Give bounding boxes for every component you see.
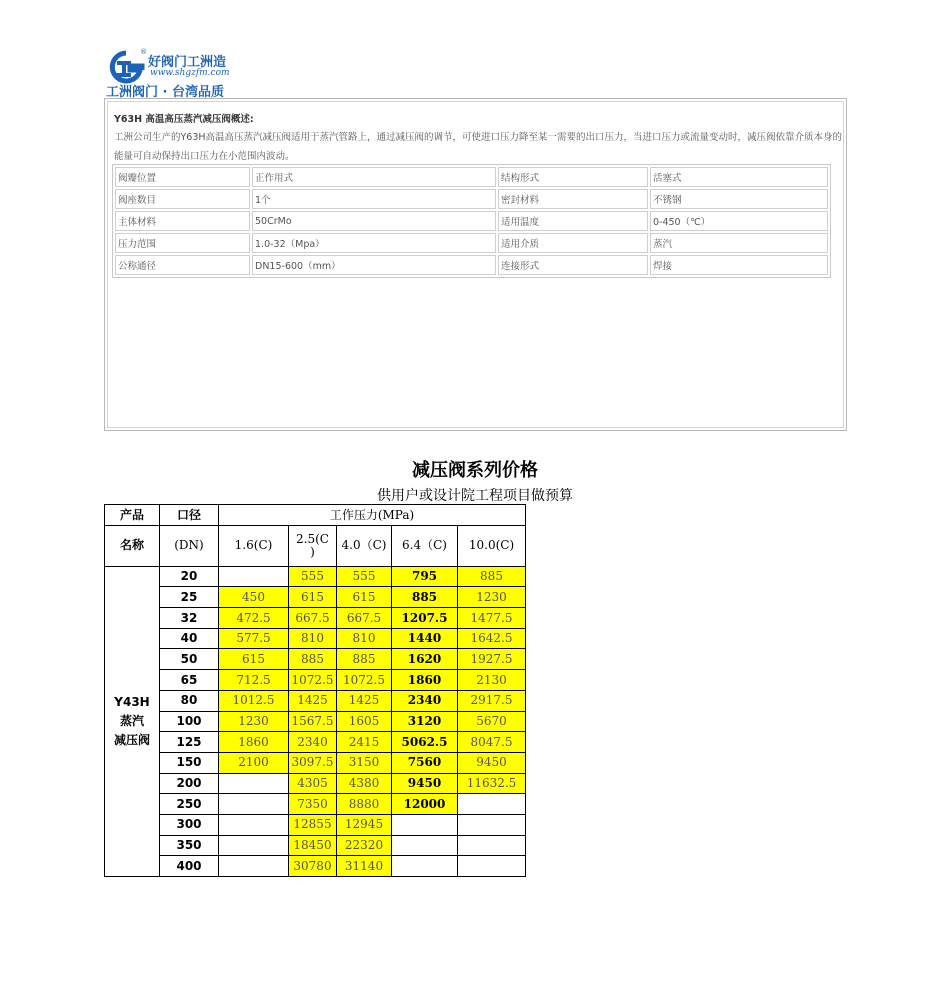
spec-value: 正作用式 <box>252 167 496 187</box>
company-logo <box>106 48 246 98</box>
price-cell: 810 <box>337 628 392 649</box>
spec-value: 蒸汽 <box>650 233 828 253</box>
spec-label: 阀座数目 <box>115 189 250 209</box>
dn-cell: 300 <box>160 814 219 835</box>
price-cell <box>219 773 289 794</box>
price-cell <box>392 835 458 856</box>
product-overview-box <box>104 98 847 431</box>
price-row <box>105 732 526 753</box>
price-cell: 7350 <box>289 794 337 815</box>
spec-value: 0-450（℃） <box>650 211 828 231</box>
price-cell <box>219 566 289 587</box>
price-cell: 615 <box>289 587 337 608</box>
price-cell: 3120 <box>392 711 458 732</box>
price-cell <box>458 794 526 815</box>
price-row <box>105 794 526 815</box>
price-cell: 1230 <box>219 711 289 732</box>
price-cell: 1860 <box>219 732 289 753</box>
spec-label: 连接形式 <box>498 255 648 275</box>
dn-cell: 200 <box>160 773 219 794</box>
logo-url: www.shgzfm.com <box>150 68 230 78</box>
pressure-col-header: 6.4（C) <box>392 525 458 566</box>
header-pressure: 工作压力(MPa) <box>219 505 526 526</box>
pressure-col-header: 10.0(C) <box>458 525 526 566</box>
price-cell: 4380 <box>337 773 392 794</box>
price-row <box>105 711 526 732</box>
price-cell: 1207.5 <box>392 608 458 629</box>
price-cell: 810 <box>289 628 337 649</box>
price-cell: 3150 <box>337 752 392 773</box>
spec-value: 焊接 <box>650 255 828 275</box>
price-cell: 1072.5 <box>289 670 337 691</box>
pressure-col-header: 1.6(C) <box>219 525 289 566</box>
price-cell: 12000 <box>392 794 458 815</box>
price-cell <box>219 856 289 877</box>
price-row <box>105 649 526 670</box>
overview-inner-frame <box>107 101 844 428</box>
price-cell: 30780 <box>289 856 337 877</box>
price-cell <box>458 835 526 856</box>
price-cell: 5062.5 <box>392 732 458 753</box>
dn-cell: 32 <box>160 608 219 629</box>
price-cell: 2340 <box>289 732 337 753</box>
price-cell: 1620 <box>392 649 458 670</box>
price-cell: 472.5 <box>219 608 289 629</box>
price-cell: 885 <box>458 566 526 587</box>
price-row <box>105 856 526 877</box>
spec-value: 50CrMo <box>252 211 496 231</box>
price-cell: 31140 <box>337 856 392 877</box>
price-cell: 1605 <box>337 711 392 732</box>
price-cell: 615 <box>337 587 392 608</box>
dn-cell: 65 <box>160 670 219 691</box>
price-cell: 2340 <box>392 690 458 711</box>
price-cell: 885 <box>337 649 392 670</box>
price-cell: 12945 <box>337 814 392 835</box>
price-row <box>105 566 526 587</box>
price-row <box>105 773 526 794</box>
dn-cell: 250 <box>160 794 219 815</box>
spec-row <box>115 233 828 253</box>
price-cell: 8047.5 <box>458 732 526 753</box>
registered-mark: ® <box>140 48 147 56</box>
price-cell: 1477.5 <box>458 608 526 629</box>
header-product-name: 名称 <box>105 525 160 566</box>
price-cell <box>219 814 289 835</box>
price-cell: 577.5 <box>219 628 289 649</box>
price-cell: 667.5 <box>289 608 337 629</box>
spec-label: 公称通径 <box>115 255 250 275</box>
price-subtitle: 供用户或设计院工程项目做预算 <box>377 488 573 504</box>
spec-label: 主体材料 <box>115 211 250 231</box>
price-cell: 11632.5 <box>458 773 526 794</box>
price-table <box>104 504 526 877</box>
pressure-col-header: 2.5(C ) <box>289 525 337 566</box>
price-cell: 885 <box>289 649 337 670</box>
price-cell: 1927.5 <box>458 649 526 670</box>
price-cell: 2130 <box>458 670 526 691</box>
dn-cell: 40 <box>160 628 219 649</box>
spec-row <box>115 211 828 231</box>
price-cell: 667.5 <box>337 608 392 629</box>
price-cell: 1072.5 <box>337 670 392 691</box>
price-cell: 18450 <box>289 835 337 856</box>
price-cell: 12855 <box>289 814 337 835</box>
price-header-row-1 <box>105 505 526 526</box>
dn-cell: 50 <box>160 649 219 670</box>
spec-table <box>112 164 831 278</box>
price-cell: 1230 <box>458 587 526 608</box>
price-cell <box>458 814 526 835</box>
overview-title: Y63H 高温高压蒸汽减压阀概述: <box>114 114 254 125</box>
price-cell: 9450 <box>458 752 526 773</box>
spec-label: 密封材料 <box>498 189 648 209</box>
spec-label: 阀瓣位置 <box>115 167 250 187</box>
price-cell <box>392 856 458 877</box>
price-cell: 450 <box>219 587 289 608</box>
price-cell: 7560 <box>392 752 458 773</box>
overview-description: 工洲公司生产的Y63H高温高压蒸汽减压阀适用于蒸汽管路上，通过减压阀的调节，可使进口压力降至某一需要的出口压力，当进口压力或流量变动时，减压阀依靠介质本身的能量可自动保持出口压力在小范围内波动。 <box>114 132 843 162</box>
dn-cell: 350 <box>160 835 219 856</box>
price-cell: 795 <box>392 566 458 587</box>
price-row <box>105 670 526 691</box>
price-row <box>105 608 526 629</box>
price-cell: 2415 <box>337 732 392 753</box>
spec-row <box>115 167 828 187</box>
dn-cell: 25 <box>160 587 219 608</box>
price-cell: 555 <box>289 566 337 587</box>
spec-value: 不锈钢 <box>650 189 828 209</box>
spec-label: 结构形式 <box>498 167 648 187</box>
spec-value: 1.0-32（Mpa） <box>252 233 496 253</box>
price-cell: 1642.5 <box>458 628 526 649</box>
price-cell: 1425 <box>337 690 392 711</box>
spec-value: DN15-600（mm） <box>252 255 496 275</box>
dn-cell: 125 <box>160 732 219 753</box>
price-cell: 615 <box>219 649 289 670</box>
price-cell: 1860 <box>392 670 458 691</box>
logo-brand: 好阀门工洲造 <box>148 55 227 70</box>
logo-tagline: 工洲阀门 · 台湾品质 <box>106 85 224 100</box>
price-cell: 885 <box>392 587 458 608</box>
spec-value: 活塞式 <box>650 167 828 187</box>
header-size: 口径 <box>160 505 219 526</box>
price-cell <box>392 814 458 835</box>
price-cell: 4305 <box>289 773 337 794</box>
price-cell: 2917.5 <box>458 690 526 711</box>
header-size-dn: (DN) <box>160 525 219 566</box>
price-cell: 1012.5 <box>219 690 289 711</box>
dn-cell: 150 <box>160 752 219 773</box>
price-row <box>105 587 526 608</box>
price-cell: 9450 <box>392 773 458 794</box>
spec-row <box>115 255 828 275</box>
price-row <box>105 835 526 856</box>
price-cell: 1425 <box>289 690 337 711</box>
price-cell: 712.5 <box>219 670 289 691</box>
price-cell <box>458 856 526 877</box>
price-cell: 8880 <box>337 794 392 815</box>
dn-cell: 20 <box>160 566 219 587</box>
price-cell: 1567.5 <box>289 711 337 732</box>
spec-label: 适用介质 <box>498 233 648 253</box>
price-header-row-2 <box>105 525 526 566</box>
dn-cell: 100 <box>160 711 219 732</box>
price-row <box>105 814 526 835</box>
spec-label: 压力范围 <box>115 233 250 253</box>
price-cell: 3097.5 <box>289 752 337 773</box>
price-cell: 5670 <box>458 711 526 732</box>
price-row <box>105 628 526 649</box>
header-product: 产品 <box>105 505 160 526</box>
price-cell: 2100 <box>219 752 289 773</box>
price-title: 减压阀系列价格 <box>412 460 538 481</box>
spec-label: 适用温度 <box>498 211 648 231</box>
dn-cell: 400 <box>160 856 219 877</box>
product-name-cell: Y43H 蒸汽 减压阀 <box>105 566 160 876</box>
price-cell: 1440 <box>392 628 458 649</box>
pressure-col-header: 4.0（C) <box>337 525 392 566</box>
price-row <box>105 690 526 711</box>
price-row <box>105 752 526 773</box>
price-cell <box>219 794 289 815</box>
spec-row <box>115 189 828 209</box>
price-cell: 22320 <box>337 835 392 856</box>
dn-cell: 80 <box>160 690 219 711</box>
spec-value: 1个 <box>252 189 496 209</box>
price-cell: 555 <box>337 566 392 587</box>
price-cell <box>219 835 289 856</box>
